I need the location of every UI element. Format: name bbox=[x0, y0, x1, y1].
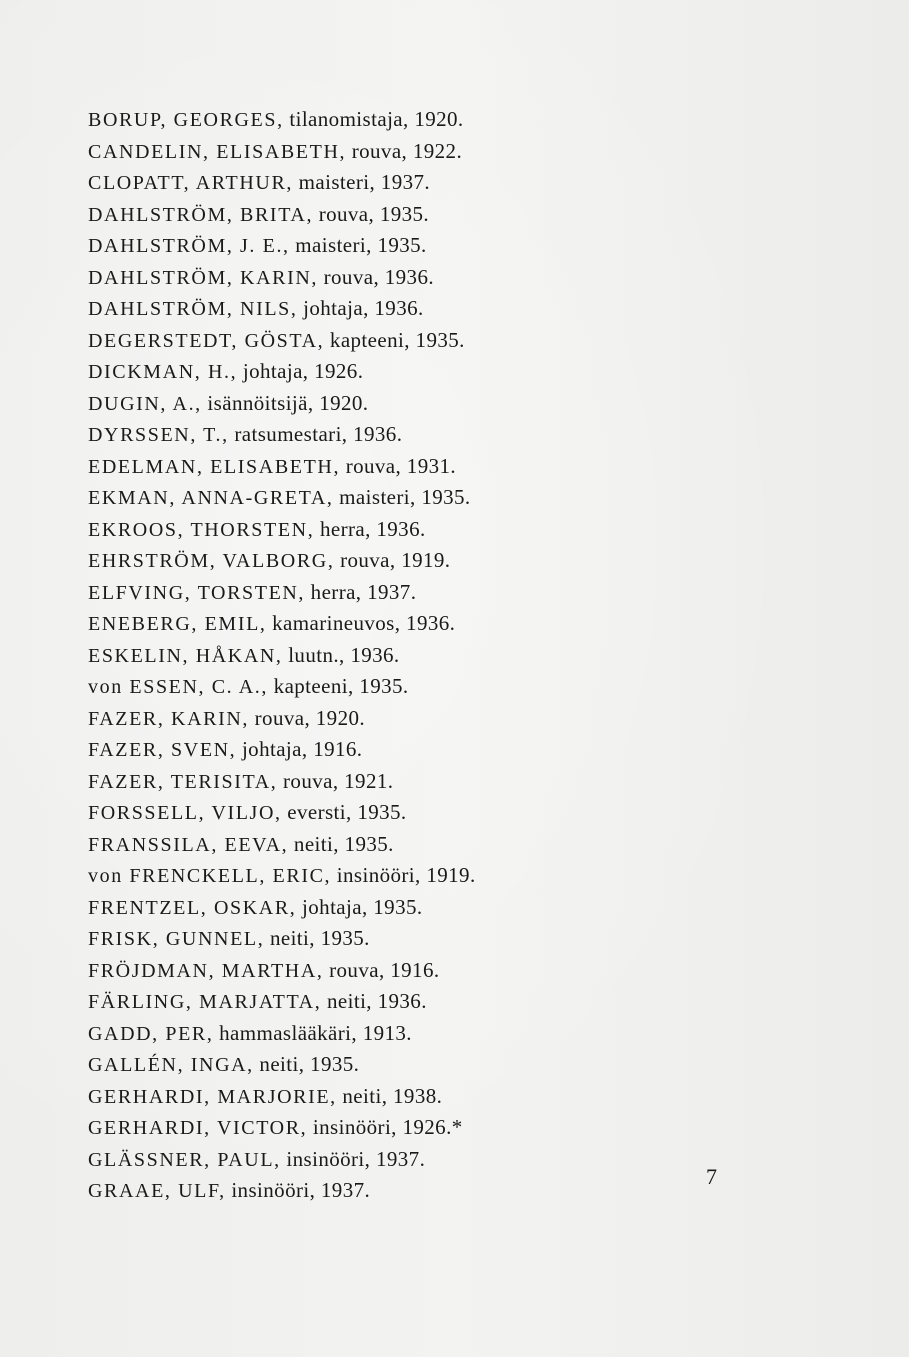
list-item bbox=[88, 1081, 476, 1113]
entry-name: von ESSEN, C. A., bbox=[88, 676, 269, 698]
entry-name: ENEBERG, EMIL, bbox=[88, 613, 267, 635]
list-item bbox=[88, 545, 476, 577]
list-item bbox=[88, 671, 476, 703]
entry-details: kamarineuvos, 1936. bbox=[266, 611, 456, 635]
list-item bbox=[88, 482, 476, 514]
entry-name: DICKMAN, H., bbox=[88, 361, 238, 383]
entry-name: ESKELIN, HÅKAN, bbox=[88, 644, 283, 667]
entry-name: DEGERSTEDT, GÖSTA, bbox=[88, 329, 325, 352]
entry-details: johtaja, 1916. bbox=[236, 737, 363, 761]
list-item bbox=[88, 608, 476, 640]
entry-details: isännöitsijä, 1920. bbox=[201, 390, 369, 415]
list-item bbox=[88, 703, 476, 735]
entry-name: BORUP, GEORGES, bbox=[88, 109, 284, 131]
entry-details: neiti, 1938. bbox=[336, 1083, 443, 1108]
entry-details: rouva, 1935. bbox=[313, 201, 430, 226]
entry-name: EDELMAN, ELISABETH, bbox=[88, 455, 341, 478]
list-item bbox=[88, 262, 476, 294]
entry-details: johtaja, 1926. bbox=[237, 359, 364, 383]
entry-details: rouva, 1931. bbox=[340, 453, 457, 478]
list-item bbox=[88, 388, 476, 420]
entry-details: insinööri, 1926.* bbox=[307, 1115, 463, 1139]
entry-name: von FRENCKELL, ERIC, bbox=[88, 865, 332, 887]
list-item bbox=[88, 230, 476, 262]
entry-name: GLÄSSNER, PAUL, bbox=[88, 1148, 281, 1171]
list-item bbox=[88, 293, 476, 325]
list-item bbox=[88, 986, 476, 1018]
entry-name: DAHLSTRÖM, NILS, bbox=[88, 298, 298, 320]
entry-name: FRISK, GUNNEL, bbox=[88, 928, 265, 950]
list-item bbox=[88, 829, 476, 861]
entry-details: insinööri, 1919. bbox=[331, 863, 476, 887]
entry-name: DYRSSEN, T., bbox=[88, 424, 229, 446]
list-item bbox=[88, 1018, 476, 1050]
list-item bbox=[88, 766, 476, 798]
entry-details: maisteri, 1935. bbox=[289, 233, 427, 257]
entry-name: GRAAE, ULF, bbox=[88, 1180, 226, 1202]
entry-details: rouva, 1921. bbox=[277, 768, 394, 793]
list-item bbox=[88, 923, 476, 955]
list-item bbox=[88, 167, 476, 199]
entry-name: FRANSSILA, EEVA, bbox=[88, 833, 289, 856]
list-item bbox=[88, 955, 476, 987]
entry-name: FAZER, TERISITA, bbox=[88, 770, 278, 793]
entry-name: CANDELIN, ELISABETH, bbox=[88, 140, 347, 163]
entry-name: FAZER, KARIN, bbox=[88, 707, 249, 730]
entry-name: FRENTZEL, OSKAR, bbox=[88, 896, 297, 919]
list-item bbox=[88, 514, 476, 546]
entry-details: luutn., 1936. bbox=[282, 642, 400, 667]
entry-name: FÄRLING, MARJATTA, bbox=[88, 991, 322, 1013]
entry-details: rouva, 1922. bbox=[346, 138, 463, 163]
list-item bbox=[88, 451, 476, 483]
entry-name: EHRSTRÖM, VALBORG, bbox=[88, 550, 335, 572]
entry-name: GERHARDI, MARJORIE, bbox=[88, 1085, 337, 1108]
entry-details: rouva, 1919. bbox=[334, 548, 451, 572]
list-item bbox=[88, 860, 476, 892]
entry-details: neiti, 1935. bbox=[253, 1052, 360, 1076]
entry-name: DAHLSTRÖM, J. E., bbox=[88, 235, 290, 257]
entry-name: GADD, PER, bbox=[88, 1022, 214, 1045]
list-item bbox=[88, 640, 476, 672]
entry-name: EKMAN, ANNA-GRETA, bbox=[88, 487, 334, 509]
list-item bbox=[88, 734, 476, 766]
entry-details: tilanomistaja, 1920. bbox=[283, 107, 464, 131]
entry-name: FRÖJDMAN, MARTHA, bbox=[88, 959, 324, 982]
entry-name: FORSSELL, VILJO, bbox=[88, 802, 282, 824]
list-item bbox=[88, 356, 476, 388]
entry-details: neiti, 1936. bbox=[321, 989, 427, 1013]
list-item bbox=[88, 577, 476, 609]
entry-details: maisteri, 1935. bbox=[333, 485, 471, 509]
entry-details: neiti, 1935. bbox=[288, 831, 394, 856]
entry-details: herra, 1936. bbox=[314, 516, 426, 541]
member-list bbox=[88, 104, 476, 1207]
entry-details: maisteri, 1937. bbox=[293, 170, 431, 194]
entry-details: kapteeni, 1935. bbox=[324, 327, 465, 352]
list-item bbox=[88, 1144, 476, 1176]
list-item bbox=[88, 325, 476, 357]
page-number: 7 bbox=[706, 1164, 717, 1189]
entry-name: DAHLSTRÖM, KARIN, bbox=[88, 266, 318, 289]
list-item bbox=[88, 419, 476, 451]
list-item bbox=[88, 104, 476, 136]
list-item bbox=[88, 797, 476, 829]
entry-details: neiti, 1935. bbox=[264, 926, 370, 950]
entry-name: ELFVING, TORSTEN, bbox=[88, 581, 306, 604]
entry-name: EKROOS, THORSTEN, bbox=[88, 518, 315, 541]
entry-details: herra, 1937. bbox=[305, 579, 417, 604]
entry-details: ratsumestari, 1936. bbox=[228, 422, 403, 446]
list-item bbox=[88, 1175, 476, 1207]
entry-details: rouva, 1920. bbox=[249, 705, 366, 730]
entry-details: rouva, 1936. bbox=[317, 264, 434, 289]
entry-details: kapteeni, 1935. bbox=[268, 674, 409, 698]
entry-name: DAHLSTRÖM, BRITA, bbox=[88, 203, 314, 226]
list-item bbox=[88, 199, 476, 231]
entry-name: CLOPATT, ARTHUR, bbox=[88, 172, 293, 194]
list-item bbox=[88, 1049, 476, 1081]
entry-name: DUGIN, A., bbox=[88, 392, 202, 415]
entry-details: insinööri, 1937. bbox=[225, 1178, 371, 1202]
entry-details: eversti, 1935. bbox=[281, 800, 407, 824]
list-item bbox=[88, 1112, 476, 1144]
entry-details: hammaslääkäri, 1913. bbox=[213, 1020, 412, 1045]
entry-details: rouva, 1916. bbox=[323, 957, 440, 982]
entry-name: FAZER, SVEN, bbox=[88, 739, 237, 761]
entry-name: GALLÉN, INGA, bbox=[88, 1054, 254, 1076]
list-item bbox=[88, 136, 476, 168]
entry-name: GERHARDI, VICTOR, bbox=[88, 1117, 308, 1139]
entry-details: johtaja, 1935. bbox=[296, 894, 423, 919]
list-item bbox=[88, 892, 476, 924]
entry-details: johtaja, 1936. bbox=[297, 296, 424, 320]
entry-details: insinööri, 1937. bbox=[280, 1146, 426, 1171]
